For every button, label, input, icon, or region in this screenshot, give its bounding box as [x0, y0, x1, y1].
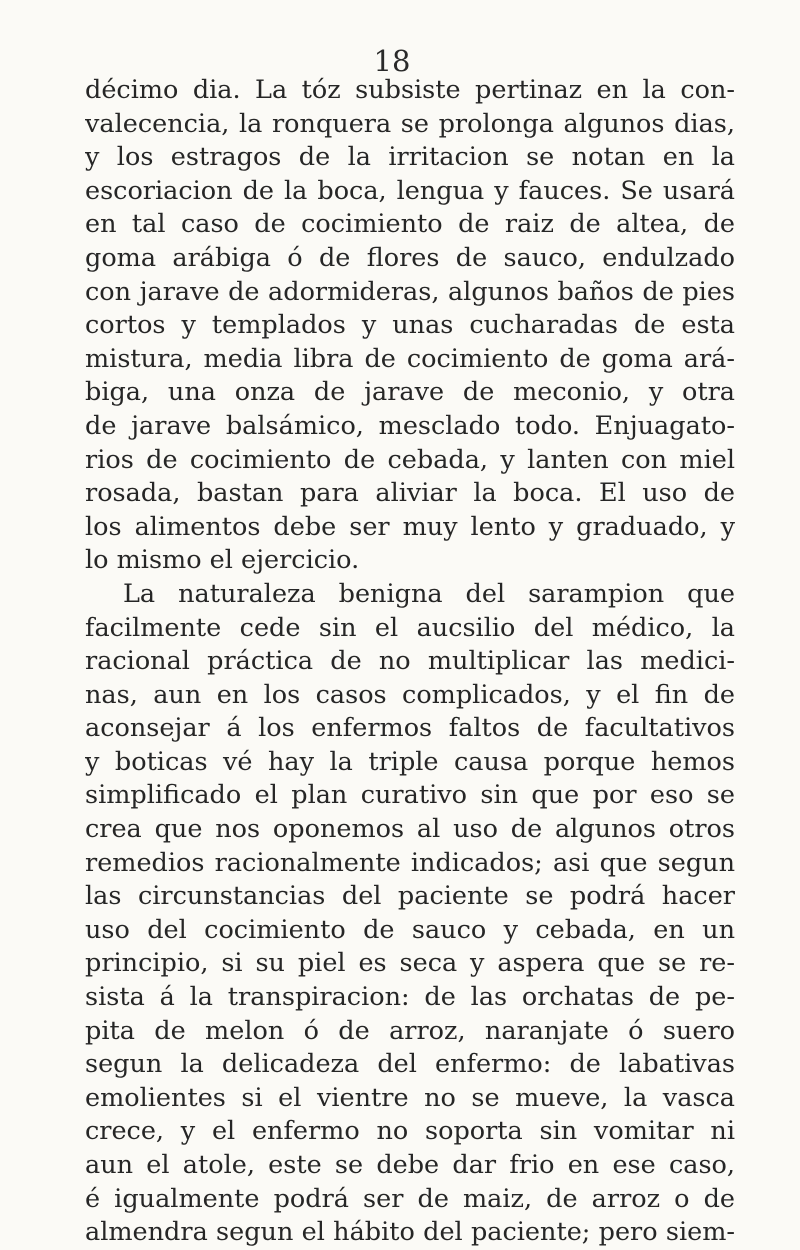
text-line: los alimentos debe ser muy lento y graduado, y — [85, 511, 735, 542]
text-line: simplificado el plan curativo sin que por eso se — [85, 780, 735, 811]
text-line: pita de melon ó de arroz, naranjate ó suero — [85, 1015, 735, 1046]
text-line: cortos y templados y unas cucharadas de esta — [85, 310, 735, 341]
text-line: mistura, media libra de cocimiento de goma ará- — [85, 343, 735, 374]
text-line: facilmente cede sin el aucsilio del médico, la — [85, 612, 735, 643]
text-line: aconsejar á los enfermos faltos de facultativos — [85, 713, 735, 744]
body-text — [85, 74, 735, 1250]
text-line: y boticas vé hay la triple causa porque hemos — [85, 746, 735, 777]
text-line: lo mismo el ejercicio. — [85, 545, 360, 576]
text-line: aun el atole, este se debe dar frio en ese caso, — [85, 1150, 735, 1180]
text-line: goma arábiga ó de flores de sauco, endulzado — [85, 242, 735, 273]
text-line: valecencia, la ronquera se prolonga algunos dias, — [85, 108, 735, 139]
text-line: las circunstancias del paciente se podrá hacer — [85, 881, 735, 912]
text-line: con jarave de adormideras, algunos baños de pies — [85, 276, 735, 307]
text-line: crece, y el enfermo no soporta sin vomitar ni — [85, 1116, 735, 1147]
text-line: escoriacion de la boca, lengua y fauces. Se usará — [85, 175, 735, 206]
text-line: rosada, bastan para aliviar la boca. El uso de — [85, 478, 735, 509]
page-number: 18 — [373, 44, 411, 78]
text-line: biga, una onza de jarave de meconio, y otra — [85, 377, 735, 408]
text-line: en tal caso de cocimiento de raiz de altea, de — [85, 209, 735, 240]
text-line: segun la delicadeza del enfermo: de labativas — [85, 1049, 735, 1080]
text-line: é igualmente podrá ser de maiz, de arroz o de — [85, 1183, 735, 1214]
paragraph-first-line: La naturaleza benigna del sarampion que — [123, 578, 735, 609]
text-line: rios de cocimiento de cebada, y lanten con miel — [85, 444, 735, 475]
text-line: décimo dia. La tóz subsiste pertinaz en la con- — [85, 75, 735, 105]
text-line: racional práctica de no multiplicar las medici- — [85, 646, 735, 677]
text-line: remedios racionalmente indicados; asi que segun — [85, 847, 735, 878]
text-line: almendra segun el hábito del paciente; pero siem- — [85, 1217, 735, 1248]
text-line: emolientes si el vientre no se mueve, la vasca — [85, 1082, 735, 1113]
text-line: nas, aun en los casos complicados, y el fin de — [85, 679, 735, 710]
text-line: principio, si su piel es seca y aspera que se re- — [85, 948, 735, 979]
text-line: y los estragos de la irritacion se notan en la — [85, 142, 735, 173]
text-line: sista á la transpiracion: de las orchatas de pe- — [85, 982, 735, 1013]
text-line: de jarave balsámico, mesclado todo. Enjuagato- — [85, 410, 735, 441]
text-line: crea que nos oponemos al uso de algunos otros — [85, 814, 735, 845]
text-line: uso del cocimiento de sauco y cebada, en un — [85, 914, 735, 945]
